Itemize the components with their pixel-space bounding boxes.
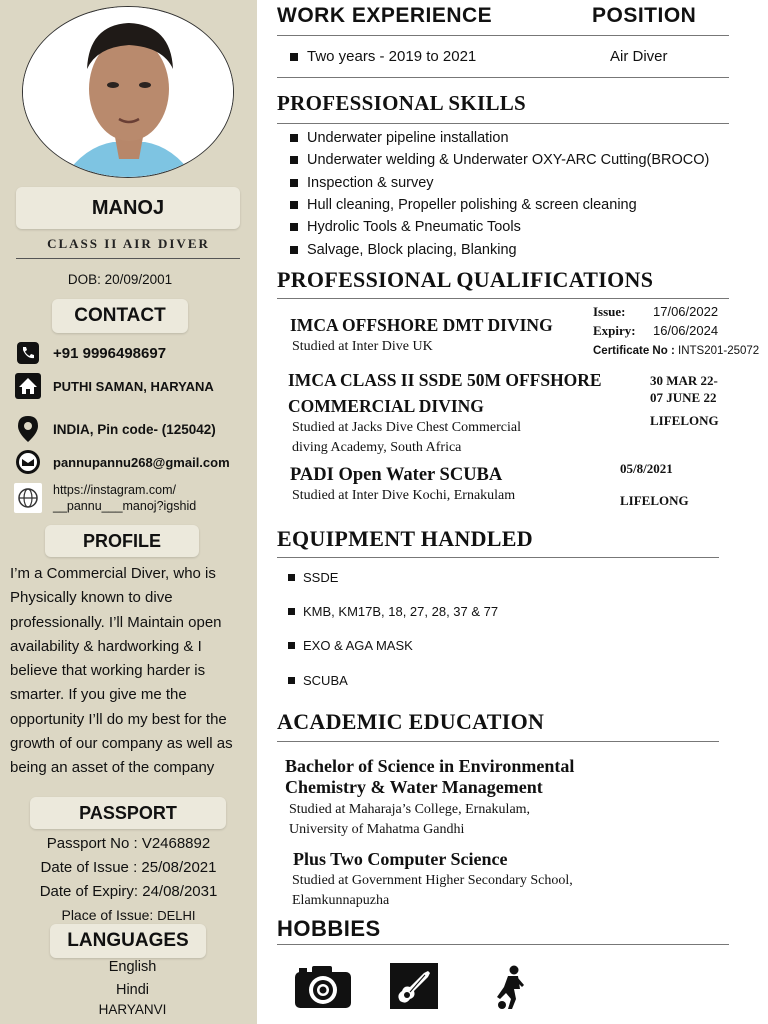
education-institute: Studied at Maharaja’s College, Ernakulam, — [289, 802, 531, 817]
camera-icon — [294, 964, 352, 1015]
passport-issue-date: 25/08/2021 — [141, 859, 217, 876]
work-position: Air Diver — [610, 48, 668, 65]
equipment-text: EXO & AGA MASK — [303, 638, 413, 653]
issue-date: 17/06/2022 — [653, 304, 719, 319]
equipment-text: SCUBA — [303, 673, 348, 688]
skills-heading: PROFESSIONAL SKILLS — [277, 91, 527, 115]
divider — [277, 298, 729, 299]
location-row — [14, 415, 216, 443]
passport-place-label: Place of Issue: — [61, 907, 154, 923]
bullet — [288, 642, 295, 649]
skill-item — [290, 130, 509, 146]
languages-heading: LANGUAGES — [50, 924, 206, 958]
issue-label: Issue: — [593, 304, 626, 319]
passport-number-label: Passport No : — [46, 835, 138, 852]
skill-item — [290, 175, 434, 191]
equipment-item — [288, 570, 338, 585]
language-item: HARYANVI — [98, 1002, 167, 1017]
passport-issue-label: Date of Issue : — [40, 859, 138, 876]
expiry-row — [593, 323, 718, 339]
instagram-link-line1: https://instagram.com/ — [53, 483, 176, 497]
football-player-icon — [494, 965, 526, 1016]
guitar-icon — [390, 963, 438, 1014]
qualification-institute: Studied at Jacks Dive Chest Commercial — [292, 420, 522, 435]
passport-expiry-date: 24/08/2031 — [142, 883, 218, 900]
bullet — [290, 53, 298, 61]
globe-icon — [14, 484, 42, 512]
language-item: English — [108, 959, 157, 975]
bullet — [290, 156, 298, 164]
bullet — [290, 134, 298, 142]
instagram-link-line2: __pannu___manoj?igshid — [53, 499, 197, 513]
instagram-link[interactable] — [53, 482, 196, 514]
passport-heading: PASSPORT — [30, 797, 226, 829]
bullet — [288, 574, 295, 581]
qualification-validity: LIFELONG — [650, 413, 719, 428]
skill-item — [290, 197, 637, 213]
certificate-row — [593, 345, 759, 357]
profile-summary: I’m a Commercial Diver, who is Physically known to dive professionally. I’ll Maintain open availability & hardworking & I believe that working harder is smarter. If you give me the opportunity I’ll do my best for the growth of our company as well as being an asset of the company — [10, 565, 233, 777]
education-title: Bachelor of Science in Environmental — [285, 756, 575, 776]
bullet — [288, 677, 295, 684]
equipment-text: SSDE — [303, 570, 339, 585]
equipment-text: KMB, KM17B, 18, 27, 28, 37 & 77 — [303, 604, 499, 619]
skill-text: Inspection & survey — [307, 175, 434, 191]
passport-number: V2468892 — [141, 835, 211, 852]
divider — [277, 123, 729, 124]
qualification-institute: Studied at Inter Dive Kochi, Ernakulam — [292, 488, 516, 503]
sidebar — [0, 0, 257, 1024]
phone-number[interactable]: +91 9996498697 — [53, 344, 167, 362]
bullet — [290, 246, 298, 254]
skill-item — [290, 242, 517, 258]
skill-item — [290, 152, 709, 168]
job-title: CLASS II AIR DIVER — [47, 236, 210, 251]
qualification-validity: LIFELONG — [620, 493, 689, 508]
home-icon — [14, 372, 42, 400]
qualification-title: PADI Open Water SCUBA — [290, 465, 503, 485]
passport-issue-row — [0, 859, 257, 876]
name-badge: MANOJ — [16, 187, 240, 229]
skill-item — [290, 219, 521, 235]
bullet — [290, 223, 298, 231]
education-institute-cont: University of Mahatma Gandhi — [289, 822, 465, 837]
education-title-cont: Chemistry & Water Management — [285, 777, 543, 797]
expiry-label: Expiry: — [593, 323, 636, 338]
passport-expiry-row — [0, 883, 257, 900]
passport-place-row — [0, 907, 257, 923]
skill-text: Salvage, Block placing, Blanking — [307, 242, 517, 258]
expiry-date: 16/06/2024 — [653, 323, 719, 338]
hobbies-heading: HOBBIES — [277, 916, 381, 941]
address-row — [14, 372, 214, 400]
skill-text: Hull cleaning, Propeller polishing & screen cleaning — [307, 197, 637, 213]
education-institute-cont: Elamkunnapuzha — [292, 893, 390, 908]
main-content — [257, 0, 768, 1024]
qualification-institute: Studied at Inter Dive UK — [292, 339, 433, 354]
work-experience-heading: WORK EXPERIENCE — [277, 4, 493, 27]
qualification-date-cont: 07 JUNE 22 — [650, 390, 717, 405]
qualifications-heading: PROFESSIONAL QUALIFICATIONS — [277, 267, 654, 292]
location-pin-icon — [14, 415, 42, 443]
work-period: Two years - 2019 to 2021 — [307, 48, 477, 65]
email-icon — [14, 448, 42, 476]
qualification-date: 05/8/2021 — [620, 461, 673, 476]
qualification-title: IMCA CLASS II SSDE 50M OFFSHORE — [288, 370, 602, 390]
work-period-row — [290, 48, 476, 65]
equipment-heading: EQUIPMENT HANDLED — [277, 526, 533, 551]
divider — [277, 35, 729, 36]
divider — [277, 77, 729, 78]
bullet — [290, 179, 298, 187]
equipment-item — [288, 673, 348, 688]
issue-row — [593, 304, 718, 320]
education-title: Plus Two Computer Science — [293, 849, 508, 869]
qualification-title-cont: COMMERCIAL DIVING — [288, 396, 484, 416]
education-institute: Studied at Government Higher Secondary School, — [292, 873, 573, 888]
qualification-institute-cont: diving Academy, South Africa — [292, 440, 462, 455]
email-address[interactable]: pannupannu268@gmail.com — [53, 454, 230, 470]
skill-text: Underwater pipeline installation — [307, 130, 509, 146]
instagram-row — [14, 482, 196, 514]
divider — [277, 557, 719, 558]
certificate-label: Certificate No : — [593, 345, 675, 357]
skill-text: Underwater welding & Underwater OXY-ARC Cutting(BROCO) — [307, 152, 710, 168]
email-row — [14, 448, 230, 476]
passport-place: DELHI — [157, 908, 196, 923]
language-item: Hindi — [115, 982, 150, 998]
bullet — [288, 608, 295, 615]
profile-photo — [22, 6, 234, 178]
divider — [277, 741, 719, 742]
equipment-item — [288, 638, 413, 653]
phone-icon — [14, 339, 42, 367]
qualification-title: IMCA OFFSHORE DMT DIVING — [290, 315, 553, 335]
position-heading: POSITION — [592, 4, 697, 27]
qualification-date: 30 MAR 22- — [650, 373, 718, 388]
passport-expiry-label: Date of Expiry: — [39, 883, 139, 900]
equipment-item — [288, 604, 498, 619]
address: PUTHI SAMAN, HARYANA — [53, 378, 214, 394]
bullet — [290, 201, 298, 209]
certificate-number: INTS201-25072 — [678, 345, 760, 357]
divider — [277, 944, 729, 945]
location: INDIA, Pin code- (125042) — [53, 421, 216, 437]
date-of-birth: DOB: 20/09/2001 — [67, 272, 173, 287]
skill-text: Hydrolic Tools & Pneumatic Tools — [307, 219, 521, 235]
contact-heading: CONTACT — [52, 299, 188, 333]
passport-number-row — [0, 835, 257, 852]
education-heading: ACADEMIC EDUCATION — [277, 709, 545, 734]
profile-heading: PROFILE — [45, 525, 199, 557]
divider — [16, 258, 240, 259]
phone-row — [14, 339, 166, 367]
